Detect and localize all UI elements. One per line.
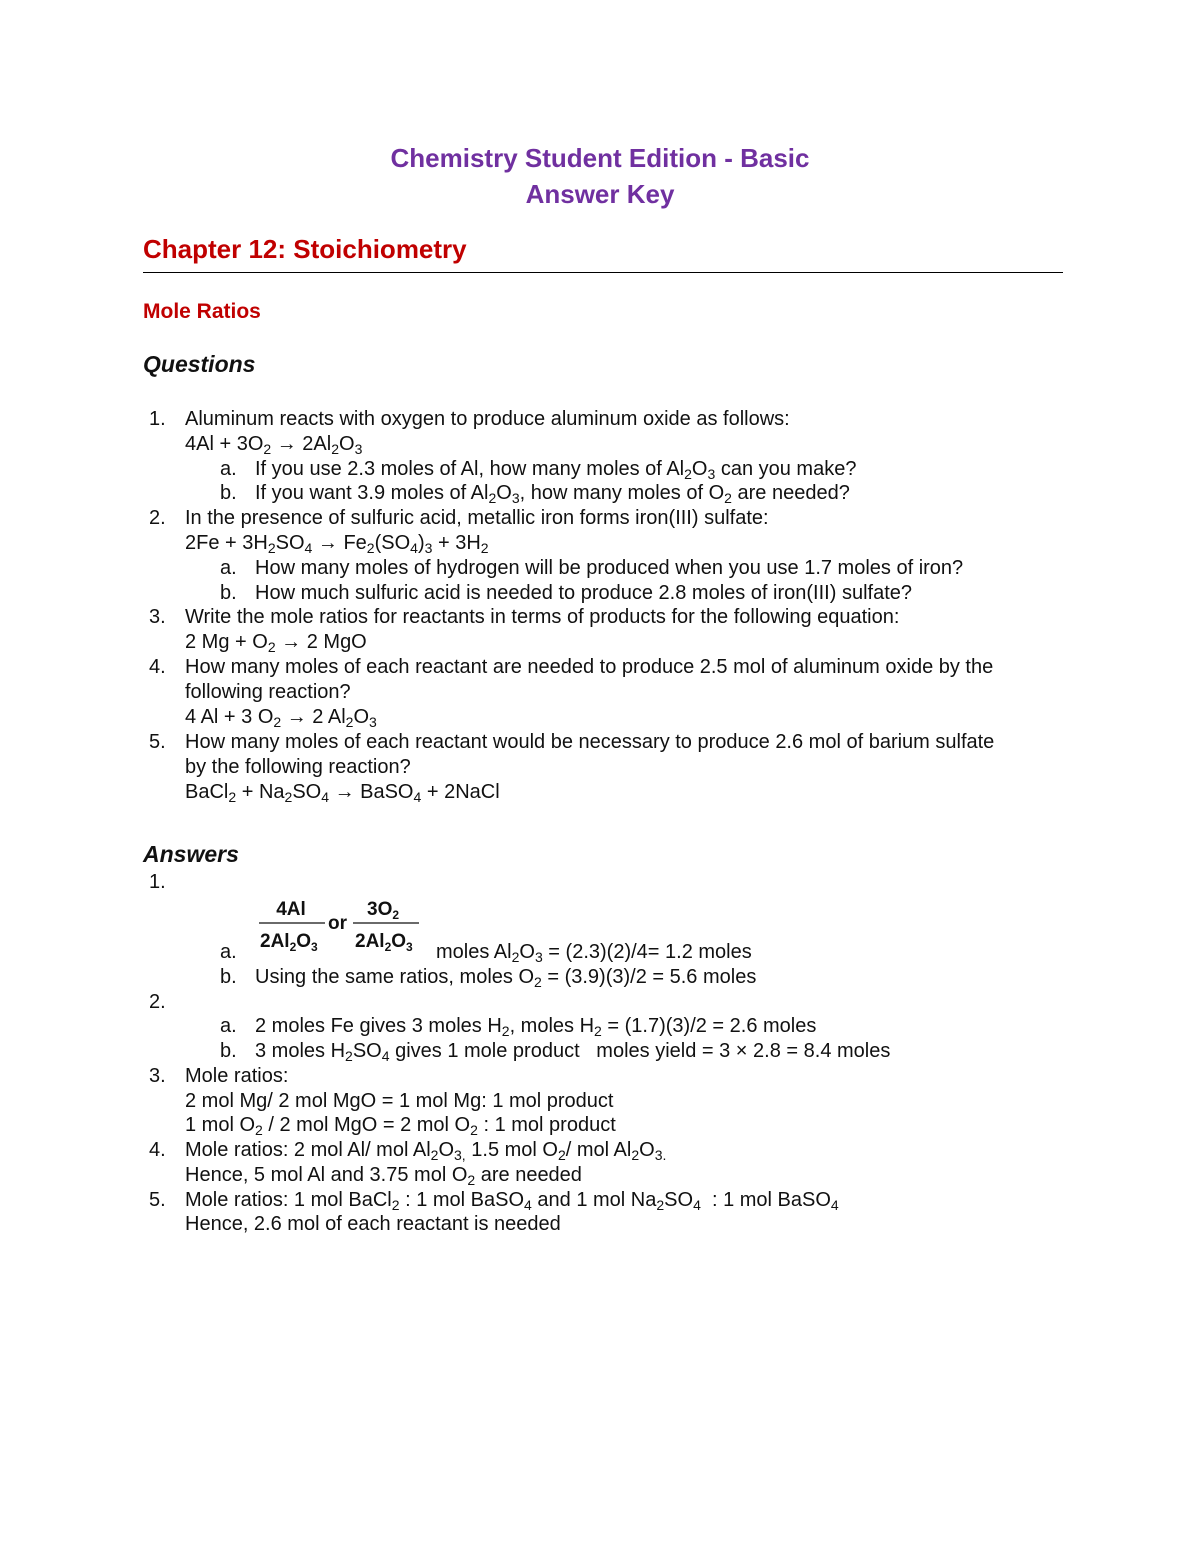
fraction-1-denominator: $2Al_2O_3$ <box>260 931 318 954</box>
answer-5-line2: Hence, 2.6 mol of each reactant is needed <box>185 1213 561 1235</box>
question-5-text-line2: by the following reaction? <box>185 756 411 778</box>
question-2-number: 2. <box>149 507 166 529</box>
chapter-title: Chapter 12: Stoichiometry <box>143 234 467 264</box>
answer-2-number: 2. <box>149 991 166 1013</box>
question-2a-label: a. <box>220 557 237 579</box>
answer-5-number: 5. <box>149 1189 166 1211</box>
answer-3-line2: 1 mol $O_2 / 2$ mol MgO = 2 mol $O_2$ : 1 mol product <box>185 1114 616 1138</box>
section-title: Mole Ratios <box>143 300 261 323</box>
answer-2b-text: 3 moles $H_2SO_4$ gives 1 mole product moles yield = 3 × 2.8 = 8.4 moles <box>255 1040 891 1064</box>
question-4-text-line2: following reaction? <box>185 681 351 703</box>
fraction-2-denominator: $2Al_2O_3$ <box>355 931 413 954</box>
question-1-number: 1. <box>149 408 166 430</box>
fraction-or-word: or <box>328 913 347 934</box>
questions-heading: Questions <box>143 351 256 377</box>
question-1b-text: If you want 3.9 moles of $Al_2O_3$, how many moles of $O_2$ are needed? <box>255 482 850 506</box>
answer-3-text: Mole ratios: <box>185 1065 289 1087</box>
answer-3-line1: 2 mol Mg/ 2 mol MgO = 1 mol Mg: 1 mol product <box>185 1090 614 1112</box>
question-3-equation: 2 $Mg + O_2 \to 2$ MgO <box>185 631 367 655</box>
answer-1a-label: a. <box>220 941 237 963</box>
question-1-equation: $4Al + 3O_2 \to 2Al_2O_3$ <box>185 433 363 457</box>
answer-4-number: 4. <box>149 1139 166 1161</box>
question-2b-label: b. <box>220 582 237 604</box>
question-1a-label: a. <box>220 458 237 480</box>
answers-heading: Answers <box>143 841 239 867</box>
question-2b-text: How much sulfuric acid is needed to produce 2.8 moles of iron(III) sulfate? <box>255 582 912 604</box>
answer-1-number: 1. <box>149 871 166 893</box>
mole-ratio-fractions <box>255 893 430 955</box>
answer-3-number: 3. <box>149 1065 166 1087</box>
answer-4-line1: Mole ratios: 2 mol Al/ mol $Al_2O_{3,}$ 1.5 mol $O_2/$ mol $Al_2O_{3.}$ <box>185 1139 667 1163</box>
fraction-1-numerator: 4Al <box>276 899 306 920</box>
question-5-number: 5. <box>149 731 166 753</box>
chapter-divider <box>143 272 1063 273</box>
document-subtitle: Answer Key <box>525 179 675 209</box>
question-4-text-line1: How many moles of each reactant are needed to produce 2.5 mol of aluminum oxide by the <box>185 656 994 678</box>
answer-1a-text: moles $Al_2O_3 = (2.3)(2)/4= 1.2$ moles <box>436 941 752 965</box>
question-3-text: Write the mole ratios for reactants in terms of products for the following equation: <box>185 606 900 628</box>
answer-4-line2: Hence, 5 mol Al and 3.75 mol $O_2$ are needed <box>185 1164 582 1188</box>
fraction-2-numerator: $3O_2$ <box>367 899 400 922</box>
question-1a-text: If you use 2.3 moles of Al, how many moles of $Al_2O_3$ can you make? <box>255 458 857 482</box>
answer-1b-text: Using the same ratios, moles $O_2 = (3.9)(3)/2 = 5.6$ moles <box>255 966 757 990</box>
answer-1b-label: b. <box>220 966 237 988</box>
question-2a-text: How many moles of hydrogen will be produced when you use 1.7 moles of iron? <box>255 557 964 579</box>
document-title: Chemistry Student Edition - Basic <box>390 143 810 173</box>
question-3-number: 3. <box>149 606 166 628</box>
answer-5-line1: Mole ratios: 1 mol BaCl$_2$ : 1 mol BaSO$_4$ and 1 mol $Na_2SO_4$ : 1 mol BaSO$_4$ <box>185 1189 839 1213</box>
question-4-number: 4. <box>149 656 166 678</box>
answer-2b-label: b. <box>220 1040 237 1062</box>
question-1b-label: b. <box>220 482 237 504</box>
answer-2a-text: 2 moles Fe gives 3 moles $H_2$, moles $H_2 = (1.7)(3)/2 = 2.6$ moles <box>255 1015 817 1039</box>
question-2-equation: $2Fe + 3H_2SO_4 \to Fe_2(SO_4)_3 + 3H_2$ <box>185 532 489 556</box>
answer-2a-label: a. <box>220 1015 237 1037</box>
question-1-text: Aluminum reacts with oxygen to produce aluminum oxide as follows: <box>185 408 790 430</box>
question-5-text-line1: How many moles of each reactant would be necessary to produce 2.6 mol of barium sulfate <box>185 731 995 753</box>
question-5-equation: BaCl$_2$ + $Na_2SO_4$ → BaSO$_4$ + 2NaCl <box>185 781 500 805</box>
question-2-text: In the presence of sulfuric acid, metallic iron forms iron(III) sulfate: <box>185 507 769 529</box>
question-4-equation: 4 Al + 3 $O_2 \to 2$ $Al_2O_3$ <box>185 706 377 730</box>
